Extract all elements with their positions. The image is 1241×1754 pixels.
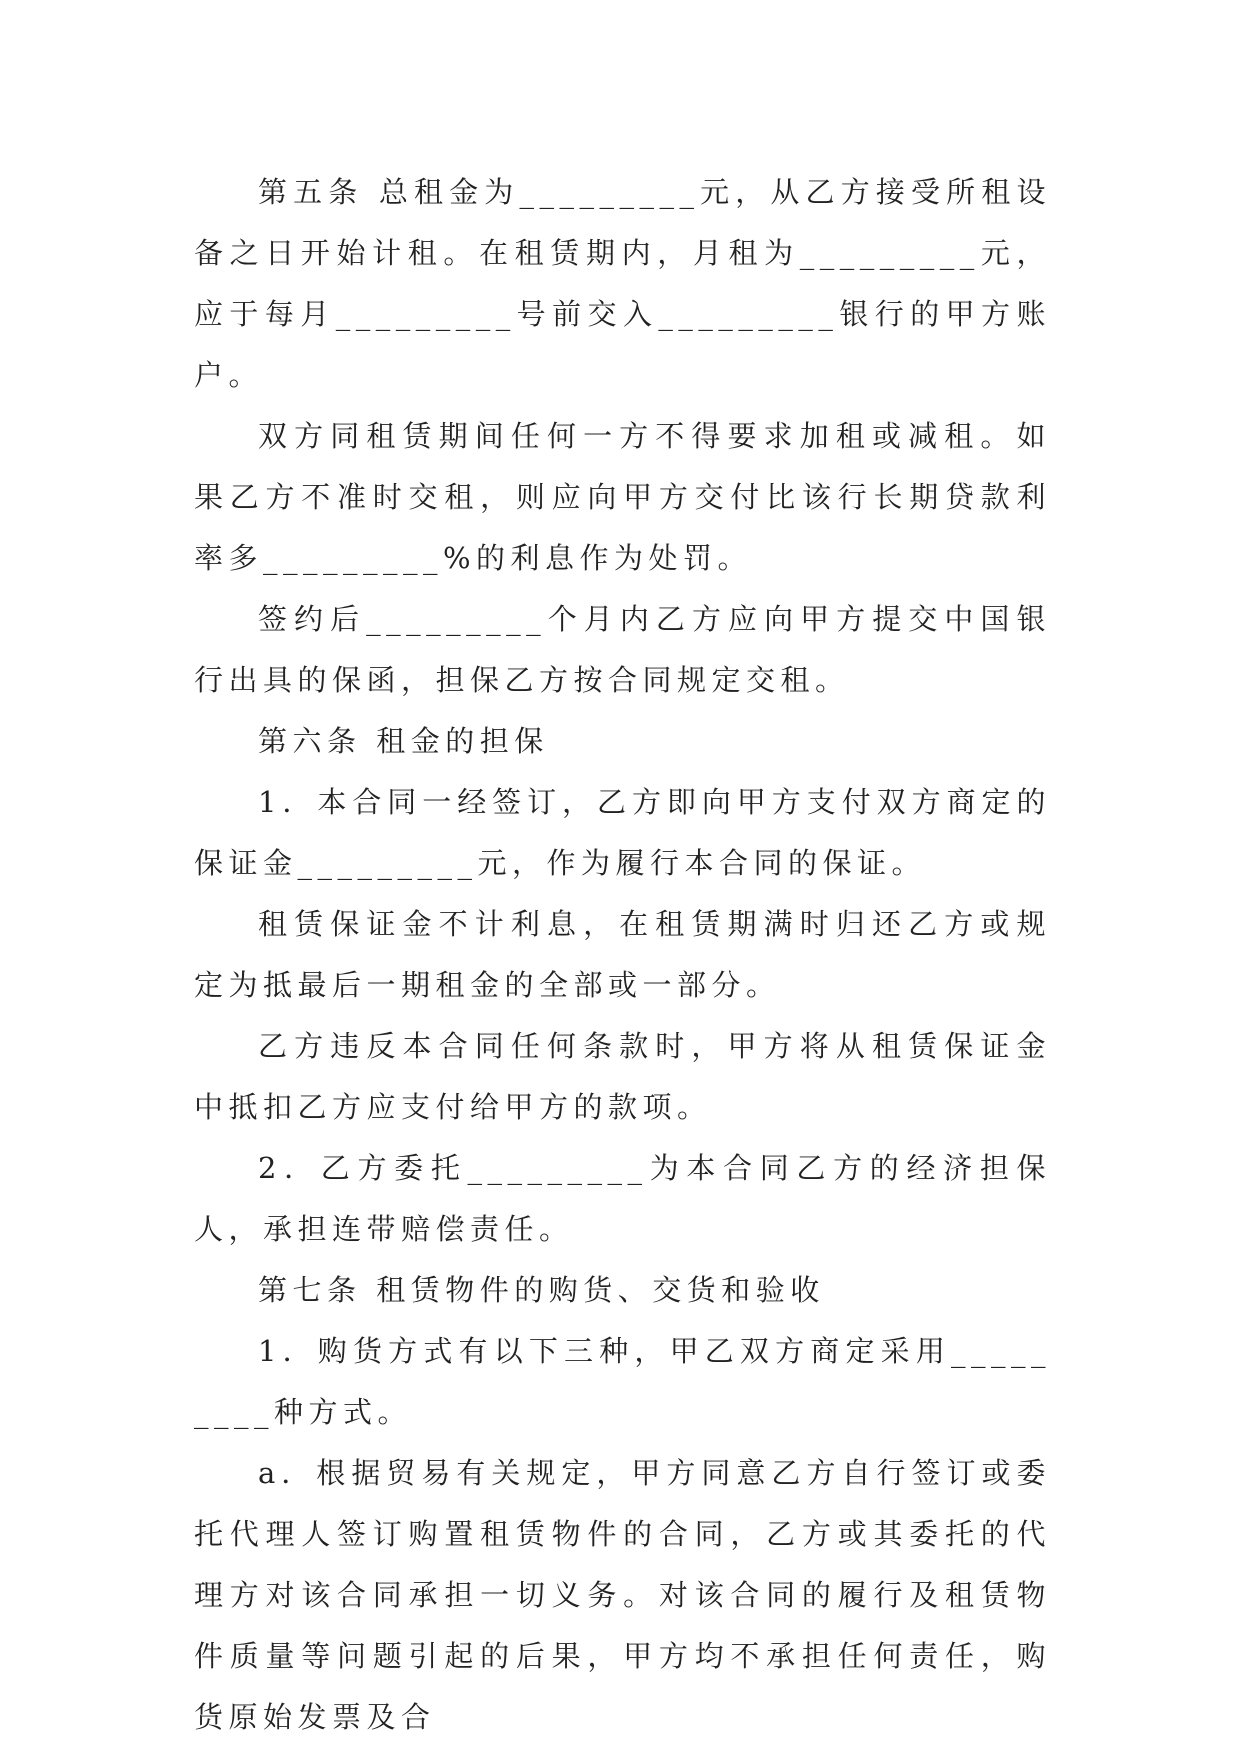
purchase-option-a-clause: a．根据贸易有关规定，甲方同意乙方自行签订或委托代理人签订购置租赁物件的合同，乙方或其委托的代理方对该合同承担一切义务。对该合同的履行及租赁物件质量等问题引起的后果，甲方均不承担任何责任，购货原始发票及合	[194, 1456, 1051, 1734]
article-6-heading: 第六条 租金的担保	[258, 724, 549, 758]
deposit-clause: 1．本合同一经签订，乙方即向甲方支付双方商定的保证金_________元，作为履行本合同的保证。	[194, 785, 1051, 880]
deposit-interest-clause: 租赁保证金不计利息，在租赁期满时归还乙方或规定为抵最后一期租金的全部或一部分。	[194, 907, 1051, 1002]
document-body	[194, 162, 1051, 1748]
guarantor-clause: 2．乙方委托_________为本合同乙方的经济担保人，承担连带赔偿责任。	[194, 1151, 1051, 1246]
bank-guarantee-clause: 签约后_________个月内乙方应向甲方提交中国银行出具的保函，担保乙方按合同规定交租。	[194, 602, 1051, 697]
article-5-rent-clause: 第五条 总租金为_________元，从乙方接受所租设备之日开始计租。在租赁期内，月租为_________元，应于每月_________号前交入_________银行的甲方账户。	[194, 175, 1051, 392]
article-7-heading: 第七条 租赁物件的购货、交货和验收	[258, 1273, 825, 1307]
purchase-method-clause: 1．购货方式有以下三种，甲乙双方商定采用_________种方式。	[194, 1334, 1051, 1429]
deposit-deduction-clause: 乙方违反本合同任何条款时，甲方将从租赁保证金中抵扣乙方应支付给甲方的款项。	[194, 1029, 1051, 1124]
rent-adjustment-clause: 双方同租赁期间任何一方不得要求加租或减租。如果乙方不准时交租，则应向甲方交付比该行长期贷款利率多_________%的利息作为处罚。	[194, 419, 1051, 575]
